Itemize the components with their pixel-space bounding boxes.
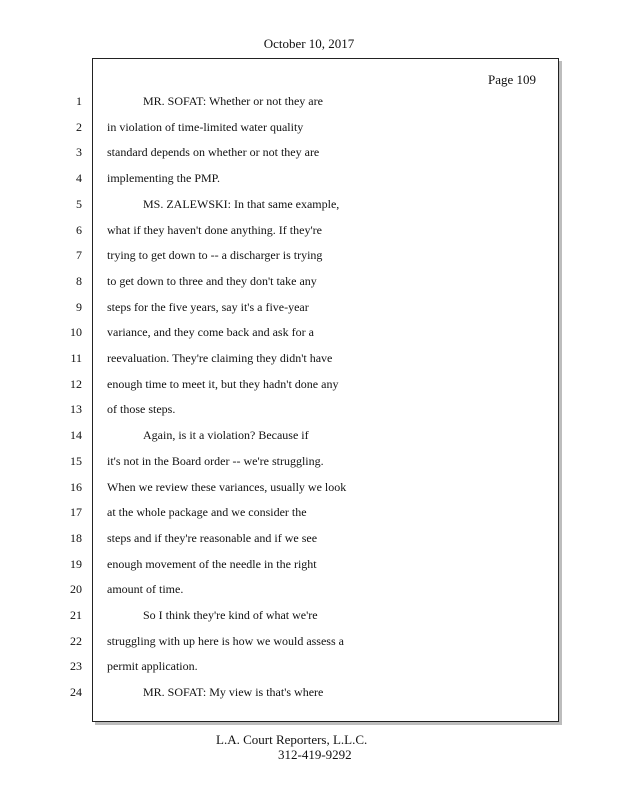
court-reporter-firm: L.A. Court Reporters, L.L.C. bbox=[216, 732, 368, 747]
line-number: 12 bbox=[70, 376, 82, 391]
transcript-line bbox=[0, 684, 618, 700]
line-number: 7 bbox=[76, 248, 82, 263]
line-text: MR. SOFAT: Whether or not they are bbox=[143, 94, 323, 108]
transcript-line bbox=[0, 504, 618, 520]
line-text: at the whole package and we consider the bbox=[107, 505, 307, 520]
line-text: So I think they're kind of what we're bbox=[143, 608, 318, 622]
line-number: 13 bbox=[70, 402, 82, 417]
line-number: 11 bbox=[70, 351, 82, 365]
transcript-line bbox=[0, 222, 618, 238]
transcript-line bbox=[0, 144, 618, 160]
line-number: 3 bbox=[76, 145, 82, 160]
line-text: what if they haven't done anything. If they're bbox=[107, 222, 322, 237]
line-number: 16 bbox=[70, 479, 82, 494]
line-text: Again, is it a violation? Because if bbox=[143, 428, 309, 443]
line-number: 19 bbox=[70, 556, 82, 571]
line-text: permit application. bbox=[107, 659, 198, 674]
line-number: 17 bbox=[70, 505, 82, 520]
line-text: to get down to three and they don't take any bbox=[107, 273, 317, 288]
transcript-line bbox=[0, 170, 618, 186]
line-number: 23 bbox=[70, 659, 82, 674]
transcript-line bbox=[0, 119, 618, 135]
transcript-line bbox=[0, 350, 618, 366]
line-text: enough time to meet it, but they hadn't done any bbox=[107, 376, 339, 391]
transcript-line bbox=[0, 376, 618, 392]
line-number: 9 bbox=[76, 299, 82, 314]
line-text: When we review these variances, usually we look bbox=[107, 479, 347, 494]
line-number: 2 bbox=[76, 119, 82, 134]
line-text: it's not in the Board order -- we're struggling. bbox=[107, 453, 324, 468]
transcript-line bbox=[0, 401, 618, 417]
transcript-line bbox=[0, 556, 618, 572]
line-text: steps and if they're reasonable and if we see bbox=[107, 530, 318, 545]
transcript-line bbox=[0, 247, 618, 263]
transcript-line bbox=[0, 479, 618, 495]
transcript-line bbox=[0, 607, 618, 623]
transcript-line bbox=[0, 581, 618, 597]
line-text: reevaluation. They're claiming they didn't have bbox=[107, 351, 333, 365]
line-text: MS. ZALEWSKI: In that same example, bbox=[143, 196, 340, 211]
line-number: 15 bbox=[70, 453, 82, 468]
transcript-line bbox=[0, 633, 618, 649]
line-number: 18 bbox=[70, 530, 82, 545]
page-number: Page 109 bbox=[487, 72, 536, 87]
transcript-line bbox=[0, 299, 618, 315]
line-number: 4 bbox=[76, 171, 82, 186]
line-number: 21 bbox=[70, 608, 82, 622]
line-number: 22 bbox=[70, 633, 82, 648]
line-number: 24 bbox=[70, 685, 82, 700]
line-text: steps for the five years, say it's a five-year bbox=[107, 299, 309, 314]
transcript-line bbox=[0, 196, 618, 212]
line-number: 20 bbox=[70, 582, 82, 597]
transcript-line bbox=[0, 93, 618, 109]
transcript-date: October 10, 2017 bbox=[263, 36, 355, 51]
line-text: enough movement of the needle in the right bbox=[107, 556, 317, 571]
transcript-line bbox=[0, 453, 618, 469]
transcript-line bbox=[0, 427, 618, 443]
line-number: 14 bbox=[70, 428, 82, 443]
transcript-line bbox=[0, 658, 618, 674]
line-number: 6 bbox=[76, 222, 82, 237]
line-number: 5 bbox=[76, 196, 82, 211]
line-text: implementing the PMP. bbox=[107, 171, 221, 186]
transcript-line bbox=[0, 273, 618, 289]
line-text: standard depends on whether or not they are bbox=[107, 145, 320, 160]
line-text: MR. SOFAT: My view is that's where bbox=[143, 685, 324, 700]
transcript-line bbox=[0, 530, 618, 546]
transcript-line bbox=[0, 324, 618, 340]
line-number: 1 bbox=[76, 94, 82, 108]
line-text: in violation of time-limited water quality bbox=[107, 119, 304, 134]
line-text: amount of time. bbox=[107, 582, 184, 597]
line-number: 8 bbox=[76, 273, 82, 288]
line-text: of those steps. bbox=[107, 402, 176, 417]
line-text: struggling with up here is how we would assess a bbox=[107, 633, 344, 648]
line-text: trying to get down to -- a discharger is trying bbox=[107, 248, 323, 263]
court-reporter-phone: 312-419-9292 bbox=[278, 747, 352, 762]
line-text: variance, and they come back and ask for a bbox=[107, 325, 314, 340]
line-number: 10 bbox=[70, 325, 82, 340]
